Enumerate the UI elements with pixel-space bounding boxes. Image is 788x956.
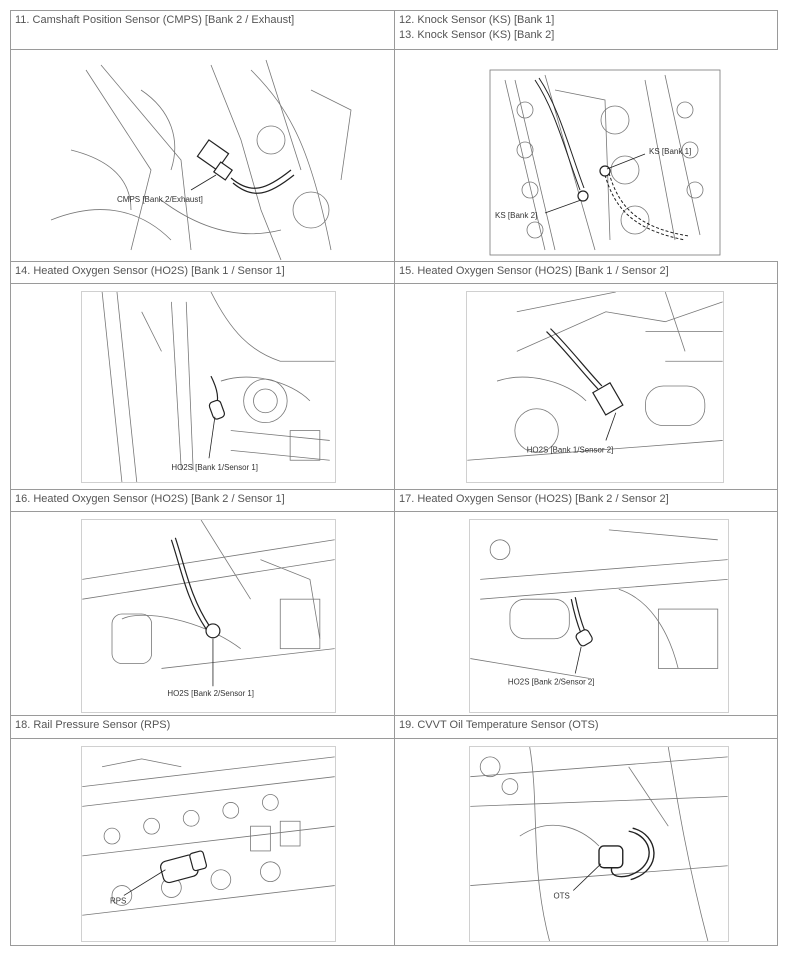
rps-illustration: [82, 747, 335, 941]
cell-title-ks: [395, 11, 778, 49]
figure-ho2s-b1s2: [466, 291, 724, 483]
figure-ks: [395, 50, 778, 261]
title-ho2s-b1s2: 15. Heated Oxygen Sensor (HO2S) [Bank 1 / Sensor 2]: [399, 265, 669, 277]
cell-title-cmps: [11, 11, 394, 49]
callout-rps: RPS: [110, 896, 127, 906]
callout-ho2s-b1s1: HO2S [Bank 1/Sensor 1]: [171, 463, 258, 473]
ots-illustration: [470, 747, 728, 941]
title-rps: 18. Rail Pressure Sensor (RPS): [15, 719, 171, 731]
title-ho2s-b2s2: 17. Heated Oxygen Sensor (HO2S) [Bank 2 / Sensor 2]: [399, 493, 669, 505]
figure-rps: [81, 746, 336, 942]
figure-ho2s-b2s1: [81, 519, 336, 713]
cell-title-ots: [395, 716, 778, 738]
ho2s-b1s1-illustration: [82, 292, 335, 482]
title-ks-bank1: 12. Knock Sensor (KS) [Bank 1]: [399, 14, 555, 26]
row-divider: [11, 511, 777, 512]
callout-ho2s-b1s2: HO2S [Bank 1/Sensor 2]: [526, 445, 614, 455]
figure-ho2s-b1s1: [81, 291, 336, 483]
title-cmps: 11. Camshaft Position Sensor (CMPS) [Bank 2 / Exhaust]: [15, 14, 295, 26]
sensor-location-table: [10, 10, 778, 946]
figure-ho2s-b2s2: [469, 519, 729, 713]
figure-ots: [469, 746, 729, 942]
ho2s-b2s2-illustration: [470, 520, 728, 712]
callout-ho2s-b2s2: HO2S [Bank 2/Sensor 2]: [507, 677, 595, 687]
callout-ho2s-b2s1: HO2S [Bank 2/Sensor 1]: [167, 689, 255, 699]
title-ks-bank2: 13. Knock Sensor (KS) [Bank 2]: [399, 29, 555, 41]
cell-title-ho2s-b2s1: [11, 490, 394, 511]
title-ots: 19. CVVT Oil Temperature Sensor (OTS): [399, 719, 599, 731]
cell-title-ho2s-b1s2: [395, 262, 778, 283]
callout-ks-bank1: KS [Bank 1]: [649, 147, 692, 156]
cell-title-ho2s-b2s2: [395, 490, 778, 511]
callout-ots: OTS: [553, 891, 570, 901]
ks-illustration: [395, 50, 778, 261]
cell-title-rps: [11, 716, 394, 738]
ho2s-b2s1-illustration: [82, 520, 335, 712]
row-divider: [11, 738, 777, 739]
ho2s-b1s2-illustration: [467, 292, 723, 482]
title-ho2s-b1s1: 14. Heated Oxygen Sensor (HO2S) [Bank 1 / Sensor 1]: [15, 265, 285, 277]
callout-cmps: CMPS [Bank 2/Exhaust]: [117, 195, 203, 204]
row-divider: [11, 283, 777, 284]
callout-ks-bank2: KS [Bank 2]: [495, 211, 538, 220]
figure-cmps: [11, 50, 394, 261]
title-ho2s-b2s1: 16. Heated Oxygen Sensor (HO2S) [Bank 2 / Sensor 1]: [15, 493, 285, 505]
cmps-illustration: [11, 50, 394, 261]
cell-title-ho2s-b1s1: [11, 262, 394, 283]
